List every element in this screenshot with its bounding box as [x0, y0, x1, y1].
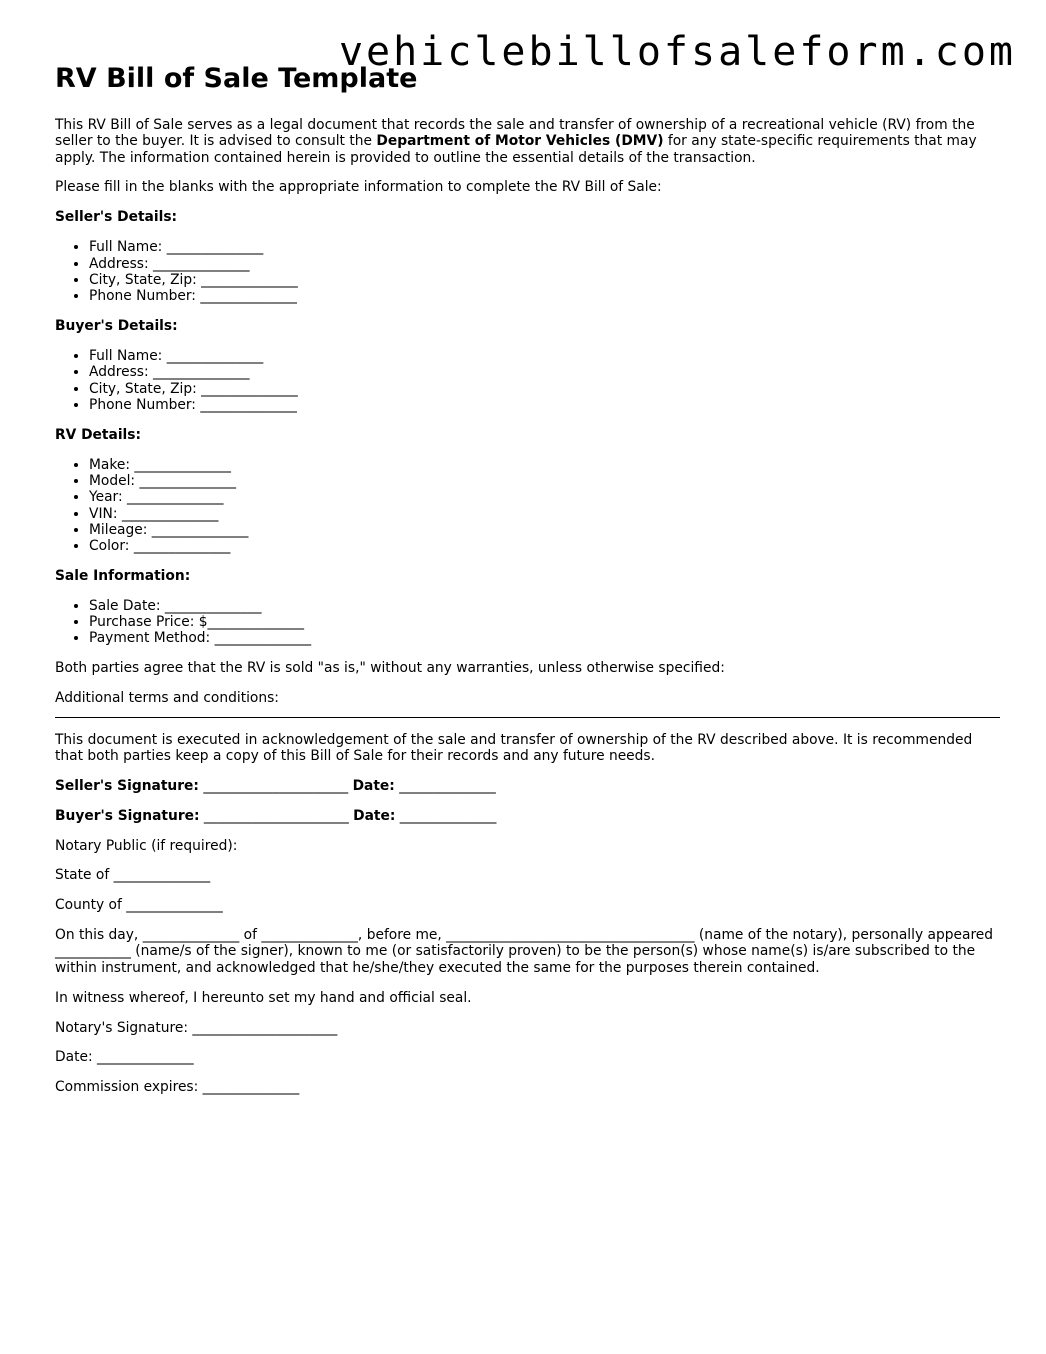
notary-county: County of ______________	[55, 897, 223, 914]
additional-terms-line	[55, 717, 1000, 718]
additional-terms-label: Additional terms and conditions:	[55, 690, 279, 707]
purchase-price: • Purchase Price: $______________	[89, 614, 1000, 630]
seller-city-state-zip: • City, State, Zip: ______________	[89, 272, 1000, 288]
rv-vin: • VIN: ______________	[89, 506, 1000, 522]
rv-make: • Make: ______________	[89, 457, 1000, 473]
seller-phone-number: • Phone Number: ______________	[89, 288, 1000, 304]
seller-details-heading: Seller's Details:	[55, 209, 178, 226]
sale-information-list	[55, 598, 1000, 647]
notary-date: Date: ______________	[55, 1049, 194, 1066]
rv-details-list	[55, 457, 1000, 555]
buyer-full-name: • Full Name: ______________	[89, 348, 1000, 364]
sale-information-heading: Sale Information:	[55, 567, 191, 584]
buyer-city-state-zip: • City, State, Zip: ______________	[89, 381, 1000, 397]
rv-mileage: • Mileage: ______________	[89, 522, 1000, 538]
seller-full-name: • Full Name: ______________	[89, 239, 1000, 255]
document-body	[55, 117, 1000, 1109]
dmv-emphasis: Department of Motor Vehicles (DMV)	[376, 133, 664, 150]
notary-state: State of ______________	[55, 867, 211, 884]
seller-signature-line: Seller's Signature: _____________________ Date: ______________	[55, 777, 496, 794]
document-title: RV Bill of Sale Template	[55, 63, 418, 94]
notary-statement: On this day, ______________ of ______________, before me, ____________________________________ (name of the notary), personally appeared ___________ (name/s of the signer), known to me (or satisfactorily proven) to be the person(s) whose name(s) is/are subscribed to the within instrument, and acknowledged that he/she/they executed the same for the purposes therein contained.	[55, 927, 994, 976]
rv-color: • Color: ______________	[89, 538, 1000, 554]
notary-witness: In witness whereof, I hereunto set my hand and official seal.	[55, 989, 472, 1006]
as-is-statement: Both parties agree that the RV is sold "as is," without any warranties, unless otherwise specified:	[55, 660, 725, 677]
seller-address: • Address: ______________	[89, 256, 1000, 272]
buyer-details-heading: Buyer's Details:	[55, 318, 178, 335]
buyer-signature-line: Buyer's Signature: _____________________ Date: ______________	[55, 807, 497, 824]
intro-paragraph: This RV Bill of Sale serves as a legal document that records the sale and transfer of ownership of a recreational vehicle (RV) from the seller to the buyer. It is advised to consult the Department of Motor Vehicles (DMV) for any state-specific requirements that may apply. The information contained herein is provided to outline the essential details of the transaction.	[55, 117, 977, 166]
rv-details-heading: RV Details:	[55, 426, 142, 443]
buyer-details-list	[55, 348, 1000, 413]
notary-signature: Notary's Signature: _____________________	[55, 1019, 338, 1036]
acknowledgement-paragraph: This document is executed in acknowledgement of the sale and transfer of ownership of the RV described above. It is recommended that both parties keep a copy of this Bill of Sale for their records and any future needs.	[55, 731, 973, 764]
seller-details-list	[55, 239, 1000, 304]
instruction-text: Please fill in the blanks with the appropriate information to complete the RV Bill of Sale:	[55, 179, 662, 196]
payment-method: • Payment Method: ______________	[89, 630, 1000, 646]
sale-date: • Sale Date: ______________	[89, 598, 1000, 614]
notary-header: Notary Public (if required):	[55, 837, 238, 854]
rv-model: • Model: ______________	[89, 473, 1000, 489]
buyer-address: • Address: ______________	[89, 364, 1000, 380]
site-watermark: vehiclebillofsaleform.com	[338, 29, 1016, 75]
buyer-phone-number: • Phone Number: ______________	[89, 397, 1000, 413]
notary-commission-expires: Commission expires: ______________	[55, 1079, 300, 1096]
rv-year: • Year: ______________	[89, 489, 1000, 505]
